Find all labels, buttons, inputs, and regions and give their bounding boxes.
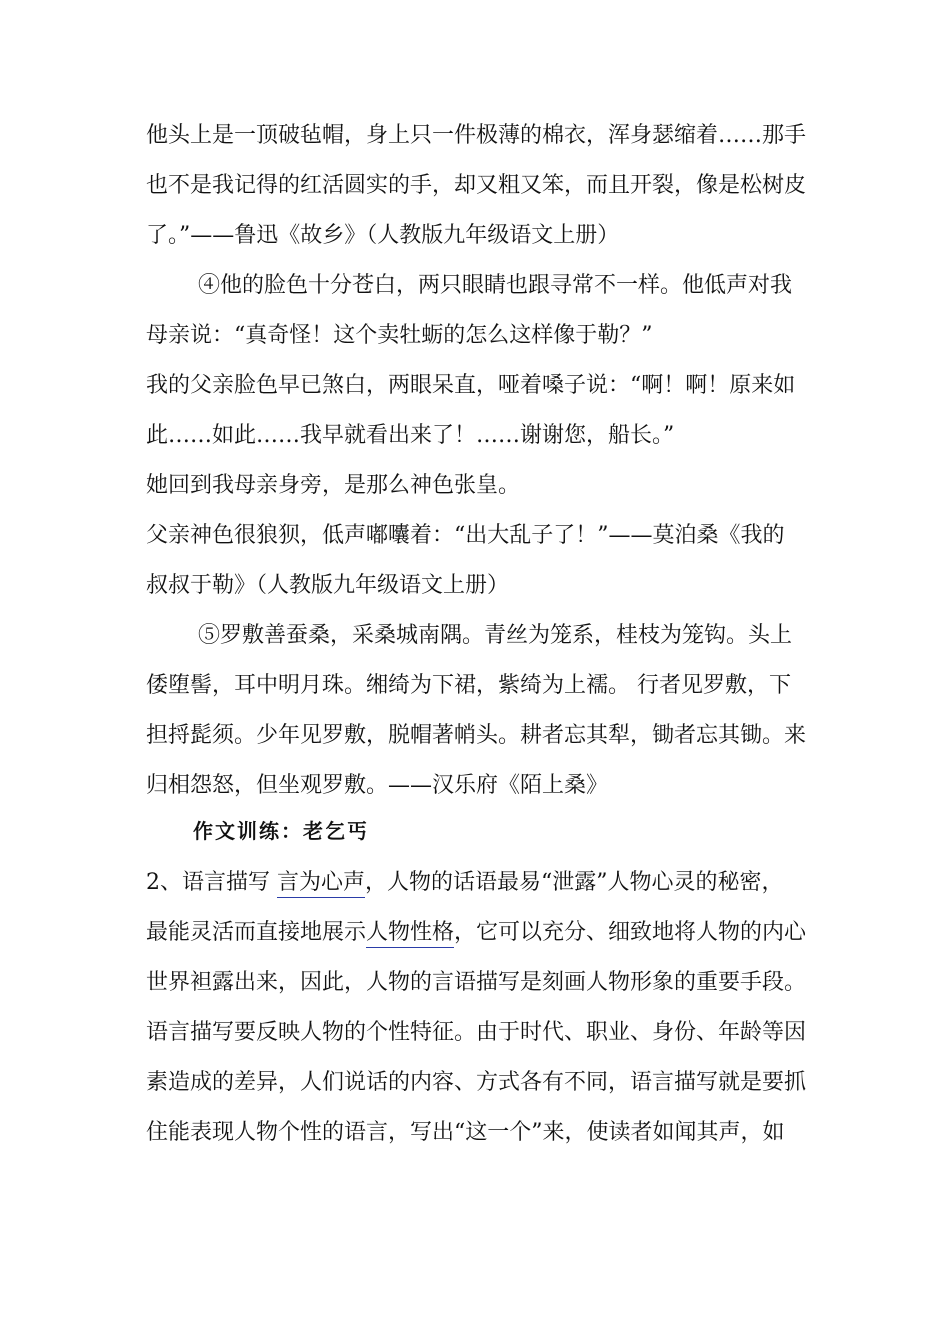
text-line: 此……如此……我早就看出来了！……谢谢您，船长。” xyxy=(146,423,675,448)
text-line: 我的父亲脸色早已煞白，两眼呆直，哑着嗓子说：“啊！啊！原来如 xyxy=(146,373,796,398)
text-line: 世界袒露出来，因此，人物的言语描写是刻画人物形象的重要手段。 xyxy=(146,970,807,995)
underlined-phrase: 言为心声 xyxy=(277,870,365,898)
underlined-phrase: 人物性格 xyxy=(366,920,454,948)
text-line: 她回到我母亲身旁，是那么神色张皇。 xyxy=(146,473,521,498)
text-segment: ，人物的话语最易“泄露”人物心灵的秘密， xyxy=(365,870,784,895)
text-segment: 最能灵活而直接地展示 xyxy=(146,920,367,945)
text-line: ④他的脸色十分苍白，两只眼睛也跟寻常不一样。他低声对我 xyxy=(198,273,793,298)
text-line: ⑤罗敷善蚕桑，采桑城南隅。青丝为笼系，桂枝为笼钩。头上 xyxy=(198,623,793,648)
text-line xyxy=(146,918,810,948)
text-line xyxy=(146,868,810,898)
text-line: 父亲神色很狼狈，低声嘟囔着：“出大乱子了！”——莫泊桑《我的 xyxy=(146,523,785,548)
text-line: 倭堕髻，耳中明月珠。缃绮为下裙，紫绮为上襦。 行者见罗敷，下 xyxy=(146,673,791,698)
section-heading: 作文训练：老乞丐 xyxy=(193,819,369,843)
text-line: 叔叔于勒》（人教版九年级语文上册） xyxy=(146,573,510,598)
text-line: 他头上是一顶破毡帽，身上只一件极薄的棉衣，浑身瑟缩着……那手 xyxy=(146,123,807,148)
text-segment: 2、语言描写 xyxy=(146,870,277,895)
text-line: 担捋髭须。少年见罗敷，脱帽著帩头。耕者忘其犁，锄者忘其锄。来 xyxy=(146,723,807,748)
text-line: 也不是我记得的红活圆实的手，却又粗又笨，而且开裂，像是松树皮 xyxy=(146,173,807,198)
text-line: 归相怨怒，但坐观罗敷。——汉乐府《陌上桑》 xyxy=(146,773,609,798)
text-line: 住能表现人物个性的语言，写出“这一个”来，使读者如闻其声，如 xyxy=(146,1120,785,1145)
text-line: 素造成的差异，人们说话的内容、方式各有不同，语言描写就是要抓 xyxy=(146,1070,807,1095)
text-line: 语言描写要反映人物的个性特征。由于时代、职业、身份、年龄等因 xyxy=(146,1020,807,1045)
text-line: 母亲说：“真奇怪！这个卖牡蛎的怎么这样像于勒？” xyxy=(146,323,653,348)
text-segment: ，它可以充分、细致地将人物的内心 xyxy=(454,920,807,945)
text-line: 了。”——鲁迅《故乡》（人教版九年级语文上册） xyxy=(146,223,620,248)
